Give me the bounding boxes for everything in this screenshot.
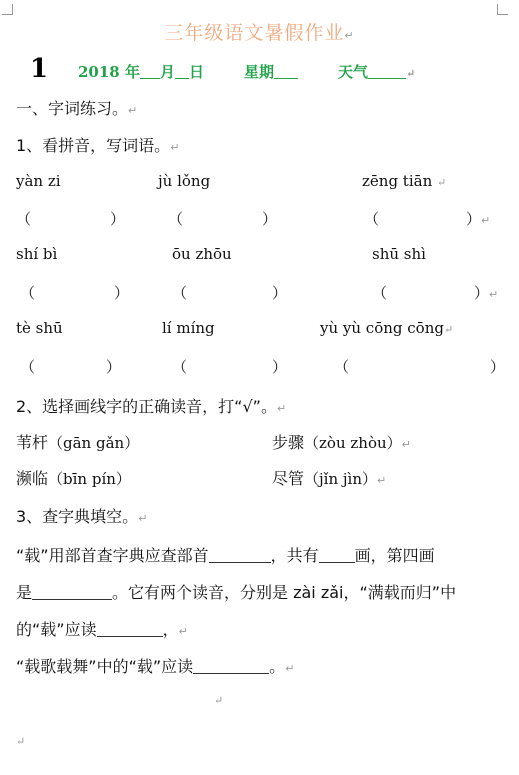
fill-text: “载歌载舞”中的“载”应读 [16, 657, 194, 676]
pinyin-item: yàn zi [16, 172, 61, 190]
pinyin-item: ōu zhōu [172, 245, 232, 263]
fill-line-4 [16, 654, 294, 677]
crop-mark-top-right [497, 4, 508, 15]
answer-bracket-close: ） [114, 284, 130, 302]
q2-heading-text: 2、选择画线字的正确读音，打“√”。 [16, 397, 277, 416]
fill-text: 的“载”应读 [16, 620, 97, 639]
fourth-stroke-blank[interactable] [32, 585, 112, 600]
return-mark: ↵ [276, 402, 287, 415]
answer-bracket-close [466, 208, 490, 229]
answer-bracket-open: （ [168, 210, 184, 228]
pinyin-item: shí bì [16, 245, 58, 263]
q1-heading-text: 1、看拼音，写词语。 [16, 136, 171, 155]
month-label: 月 [159, 63, 175, 81]
answer-bracket-close: ） [110, 210, 126, 228]
day-number: 1 [30, 54, 49, 84]
weekday-label: 星期 [244, 63, 275, 81]
crop-mark-top-left [2, 4, 13, 15]
answer-bracket-close: ） [272, 284, 288, 302]
month-blank [140, 64, 160, 79]
bracket-text: ） [466, 210, 482, 228]
choice-word: 濒临 [16, 469, 49, 488]
section-heading [16, 96, 137, 119]
day-label: 日 [189, 63, 205, 81]
weekday-blank [274, 64, 298, 79]
reading-blank-2[interactable] [193, 659, 269, 674]
return-mark: ↵ [489, 288, 499, 301]
bracket-text: ） [474, 284, 490, 302]
answer-bracket-close: ） [272, 358, 288, 376]
day-blank [175, 64, 189, 79]
answer-bracket-close: ） [262, 210, 278, 228]
reading-blank-1[interactable] [97, 622, 163, 637]
choice-options[interactable]: （bīn pín） [48, 470, 131, 488]
return-mark: ↵ [344, 29, 355, 42]
stroke-count-blank[interactable] [319, 548, 355, 563]
return-mark: ↵ [285, 662, 295, 675]
date-line [78, 61, 204, 82]
fill-text: 。它有两个读音，分别是 zài zǎi，“满载而归”中 [112, 583, 457, 602]
weekday-line [244, 61, 298, 82]
choice-options[interactable]: （jǐn jìn） [304, 470, 378, 488]
weather-blank [368, 64, 406, 79]
reading-choice [16, 430, 139, 453]
return-mark: ↵ [138, 512, 148, 525]
return-mark: ↵ [16, 735, 26, 748]
choice-word: 尽管 [272, 469, 305, 488]
answer-bracket-open: （ [172, 284, 188, 302]
answer-bracket-close [474, 282, 498, 303]
answer-bracket-open: （ [16, 210, 32, 228]
return-mark: ↵ [178, 625, 188, 638]
q1-heading [16, 133, 179, 156]
return-mark: ↵ [377, 474, 387, 487]
fill-text: ， [162, 620, 179, 639]
return-mark: ↵ [401, 438, 411, 451]
answer-bracket-open: （ [372, 284, 388, 302]
return-mark: ↵ [406, 67, 416, 80]
fill-text: “载”用部首查字典应查部首 [16, 546, 209, 565]
fill-line-1 [16, 543, 435, 566]
choice-options[interactable]: （gān gǎn） [48, 434, 140, 452]
return-mark: ↵ [128, 104, 138, 117]
reading-choice [272, 466, 386, 489]
q3-heading-text: 3、查字典填空。 [16, 507, 139, 526]
pinyin-item [320, 319, 453, 337]
answer-bracket-open: （ [20, 358, 36, 376]
weather-line [338, 61, 415, 82]
weather-label: 天气 [338, 63, 369, 81]
answer-bracket-close: ） [106, 358, 122, 376]
answer-bracket-open: （ [334, 358, 350, 376]
choice-word: 步骤 [272, 433, 305, 452]
reading-choice [16, 466, 131, 489]
return-mark: ↵ [481, 214, 491, 227]
pinyin-item [362, 172, 446, 190]
pinyin-text: yù yù cōng cōng [320, 319, 444, 337]
fill-text: 是 [16, 583, 33, 602]
fill-line-3 [16, 617, 188, 640]
return-mark: ↵ [437, 176, 447, 189]
section-heading-text: 一、字词练习。 [16, 99, 129, 118]
q2-heading [16, 394, 286, 417]
q3-heading [16, 504, 147, 527]
pinyin-item: tè shū [16, 319, 63, 337]
choice-word: 苇杆 [16, 433, 49, 452]
choice-options[interactable]: （zòu zhòu） [304, 434, 402, 452]
pinyin-item: lí míng [162, 319, 215, 337]
pinyin-item: shū shì [372, 245, 426, 263]
fill-line-2 [16, 580, 456, 603]
fill-text: 。 [269, 657, 286, 676]
reading-choice [272, 430, 411, 453]
pinyin-text: zēng tiān [362, 172, 433, 190]
title-text: 三年级语文暑假作业 [164, 22, 345, 44]
answer-bracket-open: （ [364, 210, 380, 228]
answer-bracket-open: （ [20, 284, 36, 302]
answer-bracket-open: （ [172, 358, 188, 376]
return-mark: ↵ [443, 323, 454, 336]
fill-text: 画，第四画 [354, 546, 435, 565]
answer-bracket-close: ） [490, 358, 506, 376]
return-mark: ↵ [170, 141, 180, 154]
document-title [0, 18, 519, 45]
fill-text: ，共有 [270, 546, 319, 565]
pinyin-item: jù lǒng [158, 172, 211, 190]
radical-blank[interactable] [209, 548, 271, 563]
year-label: 2018 年 [78, 63, 140, 81]
return-mark: ↵ [214, 694, 224, 707]
